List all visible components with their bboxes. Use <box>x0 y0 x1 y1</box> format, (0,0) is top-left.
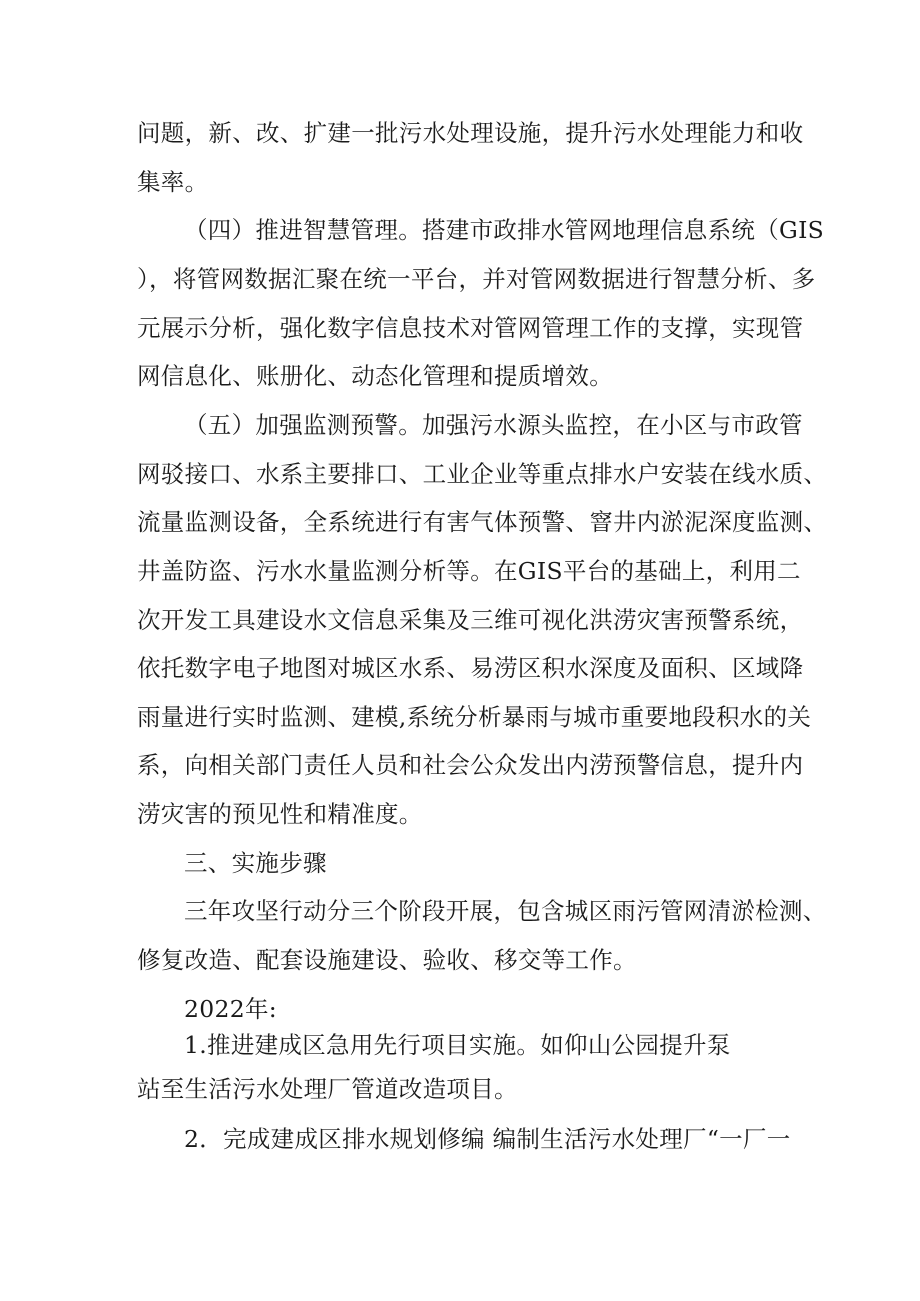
text-line: 集率。 <box>137 168 209 196</box>
text-line: 依托数字电子地图对城区水系、易涝区积水深度及面积、区域降 <box>137 654 804 682</box>
text-line: 网信息化、账册化、动态化管理和提质增效。 <box>137 362 613 390</box>
text-line: 次开发工具建设水文信息采集及三维可视化洪涝灾害预警系统， <box>137 606 804 634</box>
text-line: 涝灾害的预见性和精准度。 <box>137 800 423 828</box>
text-line: 雨量进行实时监测、建模,系统分析暴雨与城市重要地段积水的关 <box>137 703 812 731</box>
text-line: 三年攻坚行动分三个阶段开展，包含城区雨污管网清淤检测、 <box>184 897 827 925</box>
list-item: 2．完成建成区排水规划修编 编制生活污水处理厂“一厂一 <box>184 1125 791 1153</box>
text-line: ），将管网数据汇聚在统一平台，并对管网数据进行智慧分析、多 <box>137 265 816 293</box>
year-heading: 2022年: <box>184 995 278 1023</box>
text-line: 网驳接口、水系主要排口、工业企业等重点排水户安装在线水质、 <box>137 460 828 488</box>
section-heading: 三、实施步骤 <box>184 849 327 877</box>
text-line: 站至生活污水处理厂管道改造项目。 <box>137 1075 518 1103</box>
text-line: 流量监测设备，全系统进行有害气体预警、窨井内淤泥深度监测、 <box>137 508 828 536</box>
text-line: 系，向相关部门责任人员和社会公众发出内涝预警信息，提升内 <box>137 751 804 779</box>
text-line: 修复改造、配套设施建设、验收、移交等工作。 <box>137 946 637 974</box>
text-line: （五）加强监测预警。加强污水源头监控，在小区与市政管 <box>184 411 803 439</box>
text-line: 问题，新、改、扩建一批污水处理设施，提升污水处理能力和收 <box>137 119 804 147</box>
text-line: 元展示分析，强化数字信息技术对管网管理工作的支撑，实现管 <box>137 314 804 342</box>
text-line: 井盖防盗、污水水量监测分析等。在GIS平台的基础上，利用二 <box>137 557 801 585</box>
list-item: 1.推进建成区急用先行项目实施。如仰山公园提升泵 <box>184 1031 731 1059</box>
text-line: （四）推进智慧管理。搭建市政排水管网地理信息系统（GIS <box>184 216 825 244</box>
